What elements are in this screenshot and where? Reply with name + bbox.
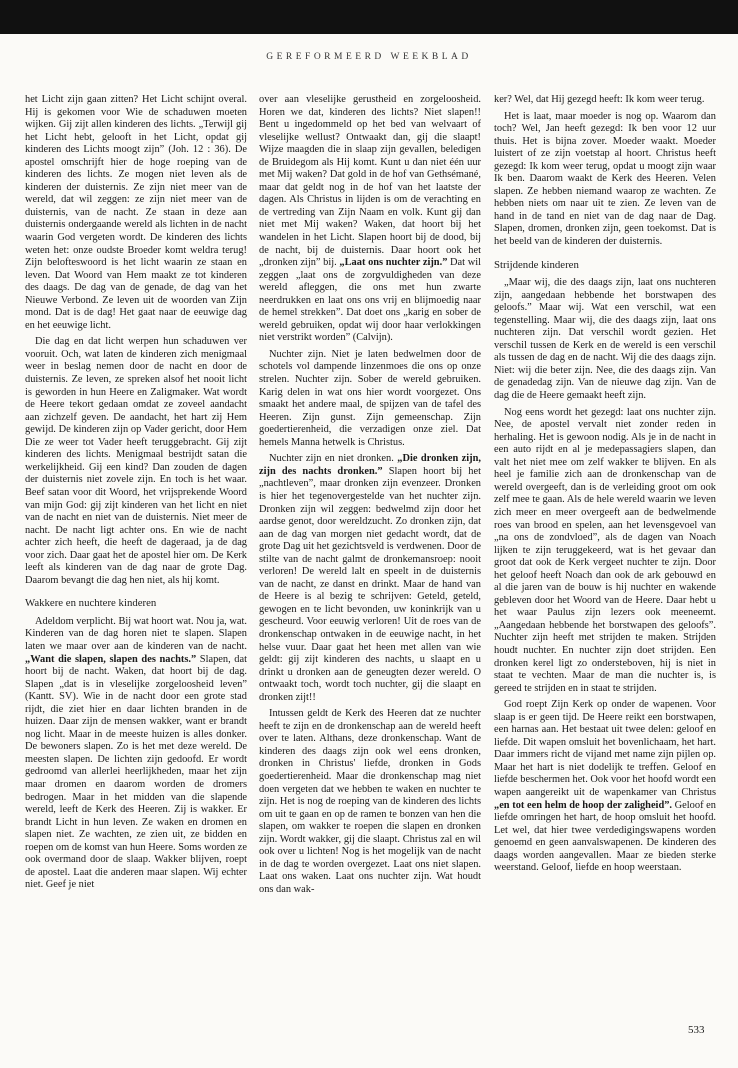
paragraph: Die dag en dat licht werpen hun schaduwen ver vooruit. Och, wat laten de kinderen zich menigmaal weer in beslag nemen door de nacht en door de duisternis. Ze leven, ze spreken alsof het nooit licht is geworden in hun Heere en Zaligmaker. Wat wordt de Heere tekort gedaan omdat ze zoveel aandacht aan zichzelf geven. De aandacht, het hart zij Hem gewijd. De kinderen zijn op Vader gericht, door Hem Die ze weer tot Vader heeft teruggebracht. Gij zijt kinderen des lichts. Menigmaal bestrijdt satan die werkelijkheid. Gij een kind? Dan zouden de dagen der duisternis niet zovele zijn. En toch is het waar. Beef satan voor dit Woord, het vrijsprekende Woord van mijn God: gij zijt kinderen van het licht en niet van de nacht en niet van de duisternis. Niet meer de nacht. De nacht ligt achter ons. En wie de nacht achter zich heeft, die heeft de dageraad, ja de dag voor zich. Daar gaat het de apostel hier om. De Kerk leeft als kinderen van de dag naar de grote Dag. Daarom bevangt die dag hen niet, als hij komt. <box>25 336 247 586</box>
paragraph: Het is laat, maar moeder is nog op. Waarom dan toch? Wel, Jan heeft gezegd: Ik ben voor 12 uur thuis. Het is bijna zover. Moeder waakt. Moeder luistert of ze zijn voetstap al hoort. Christus heeft gezegd: Ik kom weer terug, opdat u moogt zijn waar Ik ben. Daarom waakt de Kerk des Heeren. Velen slapen. Ze hebben niemand waarop ze wachten. Ze hebben niets om naar uit te zien. Ze leven van de hand in de tand en niet van de dag naar de Dag. Slapen, dromen, dronken zijn, geen toekomst. Dat is het beeld van de kinderen der duisternis. <box>494 110 716 248</box>
paragraph: God roept Zijn Kerk op onder de wapenen. Voor slaap is er geen tijd. De Heere reikt een borstwapen, een harnas aan. Het bestaat uit twee delen: geloof en liefde. Dit wapen omsluit het bovenlichaam, het hart. Daar immers richt de vijand met name zijn pijlen op. Maar het hart is niet dodelijk te treffen. Geloof en liefde beschermen het. Ook voor het hoofd wordt een wapen aangereikt uit de wapenkamer van Christus „en tot een helm de hoop der zaligheid”. Geloof en liefde omringen het hart, de hoop omsluit het hoofd. Let wel, dat hier twee verdedigingswapens worden genoemd en geen aanvalswapenen. De kinderen des daags worden aangevallen. Maar ze bieden sterke weerstand. Geloof, liefde en hoop weerstaan. <box>494 699 716 874</box>
paragraph: Nuchter zijn en niet dronken. „Die dronken zijn, zijn des nachts dronken.” Slapen hoort bij het „nachtleven”, maar dronken zijn evenzeer. Dronken is hier het tegenovergestelde van het nuchter zijn. Dronken zijn wil zeggen: bedwelmd zijn door het aardse genot, door wereldzucht. Zo dronken zijn, dat aan de dag van morgen niet gedacht wordt, dat de grote Dag uit het gezichtsveld is verdwenen. Door de stilte van de nacht galmt de dronkemansroep: nooit verloren! De wereld lalt en speelt in de duisternis van de nacht, ze danst en drinkt. Maar de hand van de Heere is al bezig te schrijven: Geteld, geteld, gewogen en te licht bevonden, uw koninkrijk van u gescheurd. Voor eeuwig verloren! Uit de roes van de dronkenschap ontwaken in de eeuwige nacht, in het helse vuur. Daar gaat het heen met allen van wie geldt: gij zijt kinderen des nachts, u slaapt en u drinkt u dronken aan de geneugten dezer wereld. O ontwaakt toch, wordt toch nuchter, gij die slaapt en dronken zijt!! <box>259 453 481 703</box>
section-heading: Strijdende kinderen <box>494 258 579 271</box>
section-heading: Wakkere en nuchtere kinderen <box>25 597 157 610</box>
top-black-bar <box>0 0 738 34</box>
page-header: GEREFORMEERD WEEKBLAD <box>266 52 472 62</box>
column-3 <box>494 94 716 1024</box>
paragraph: „Maar wij, die des daags zijn, laat ons nuchteren zijn, aangedaan hebbende het borstwapen des geloofs.” Maar wij. Wat een verschil, wat een tegenstelling. Maar wij, die des daags zijn, laat ons nuchteren zijn. Dat verschil wordt gezien. Het verschil tussen de Kerk en de wereld is een verschil als tussen de dag en de nacht. Wij die des daags zijn. Niet: wij die beter zijn. Nee, die des daags zijn. Van de genadedag zijn. Van de nieuwe dag zijn. Van de dag die de Heere gemaakt heeft zijn. <box>494 277 716 402</box>
paragraph: Adeldom verplicht. Bij wat hoort wat. Nou ja, wat. Kinderen van de dag horen niet te slapen. Slapen laten we maar over aan de kinderen van de nacht. „Want die slapen, slapen des nachts.” Slapen, dat hoort bij de nacht. Waken, dat hoort bij de dag. Slapen „dat is in vleselijke zorgeloosheid leven” (Kantt. SV). Wie in de nacht door een grote stad rijdt, die ziet hier en daar lichten branden in de huizen. Daar zijn de mensen wakker, want er brandt nog licht. Maar in de meeste huizen is alles donker. De bewoners slapen. Zo is het met deze wereld. De meesten slapen. De lichten zijn gedoofd. Er wordt gedroomd van allerlei heerlijkheden, maar het zijn maar dromen en daarom worden de dromers bedrogen. Maar in het midden van die slapende wereld, leeft de Kerk des Heeren. Zij is wakker. Er brandt Licht in hun leven. Ze waken en dromen en slapen niet. Ze wachten, ze zien uit, ze bidden en roepen om de komst van hun Heere. Soms worden ze ook overmand door de slaap. Wakker blijven, roept de apostel. Laat die anderen maar slapen. Wij echter niet. Geef je niet <box>25 615 247 891</box>
paragraph: over aan vleselijke gerustheid en zorgeloosheid. Horen we dat, kinderen des lichts? Niet slapen!! Bent u ingedommeld op het bed van welvaart of vleselijke wellust? Ontwaakt dan, gij die slaapt! Wijze maagden die in slaap zijn gevallen, beledigen de Bruidegom als Hij komt. Kunt u dan niet één uur met Mij waken? Dat gold in de hof van Gethsémané, maar dat geldt nog in de hof van het laatste der dagen. Als Christus in lijden is om de verachting en de vertreding van Zijn Naam en volk. Kunt gij dan niet met Mij waken? Waken, dat hoort bij het wandelen in het Licht. Slapen hoort bij de dood, bij de nacht, bij de duisternis. Daar hoort ook het „dronken zijn” bij. „Laat ons nuchter zijn.” Dat wil zeggen „laat ons de zorgvuldigheden van deze wereld afleggen, die ons met hun zwarte neerdrukken en laat ons ons vrij en blijmoedig naar de hemel strekken”. Dat doet ons „karig en sober de wereld gebruiken, opdat wij door haar verlokkingen niet verstrikt worden” (Calvijn). <box>259 94 481 344</box>
paragraph: Nog eens wordt het gezegd: laat ons nuchter zijn. Nee, de apostel vervalt niet zonder reden in herhaling. Het is gewoon nodig. Als je in de nacht in een auto rijdt en al je medepassagiers slapen, dan valt het niet mee om zelf wakker te blijven. En als heel je familie zich aan de dronkenschap van de wereld overgeeft, dan is de verleiding groot om ook zelf mee te gaan. Als de hele wereld waarin we leven zich meer en meer overgeeft aan de bedwelmende roes van brood en spelen, aan het levensgevoel van „na ons de zondvloed”, als de dagen van Noach lijken te zijn teruggekeerd, wat is het gevaar dan groot dat ook de Kerk vergeet nuchter te zijn. Door het geloof heeft Noach dan ook de ark gebouwd en al die jaren van de bouw is hij nuchter en wakende gebleven door het Woord van de Heere. Daar hebt u het waar Paulus zijn lezers ook meeneemt. „Aangedaan hebbende het borstwapen des geloofs”. Nuchter zijn heeft met strijden te maken. Strijden houdt nuchter. En nuchter zijn doet strijden. Een dronken kerel ligt zo ondersteboven, hij is niet in staat te vechten. Maar de man die nuchter is, is gereed te strijden en in staat te strijden. <box>494 406 716 694</box>
page-number: 533 <box>688 1024 705 1036</box>
paragraph: Nuchter zijn. Niet je laten bedwelmen door de schotels vol dampende linzenmoes die ons op onze strelen. Nuchter zijn. Sober de wereld gebruiken. Karig delen in wat ons hier wordt voorgezet. Ons smaakt het andere maal, de spijzen van de tafel des Heeren. Zijn gunst. Zijn gemeenschap. Zijn goedertierenheid, die verzadigen onze ziel. Dat hemels Manna hetwelk is Christus. <box>259 348 481 448</box>
paragraph: Intussen geldt de Kerk des Heeren dat ze nuchter heeft te zijn en de dronkenschap aan de wereld heeft over te laten. Althans, deze dronkenschap. Want de kinderen des daags zijn ook wel eens dronken, dronken in Christus' liefde, dronken in Gods goedertierenheid. Maar die dronkenschap mag niet doen vergeten dat we hebben te waken en nuchter te zijn. Het is nog de roeping van de kinderen des lichts om uit te gaan en op de ramen te bonzen van hen die slapen, om wakker te roepen die slapen en dronken zijn. Wordt wakker, gij die slaapt. Christus zal en wil ook over u lichten! Nog is het mogelijk van de nacht in de dag te worden overgezet. Laat ons niet slapen. Laat ons waken. Laat ons nuchter zijn. Wat houdt ons dan wak- <box>259 708 481 895</box>
column-2 <box>259 94 481 1024</box>
paragraph: ker? Wel, dat Hij gezegd heeft: Ik kom weer terug. <box>494 94 705 105</box>
paragraph: het Licht zijn gaan zitten? Het Licht schijnt overal. Hij is gekomen voor Wie de schaduwen moeten wijken. Gij zijt allen kinderen des lichts. „Terwijl gij het Licht hebt, gelooft in het Licht, opdat gij kinderen des Lichts moogt zijn” (Joh. 12 : 36). De apostel omschrijft hier de hoge roeping van de kinderen des lichts. Ze mogen niet leven als de kinderen der duisternis. Ze zijn niet meer van de wereld, dat wil zeggen: ze zijn niet meer van de duisternis, van de nacht. Ze staan in deze aan duisternis ondergaande wereld als lichten in de nacht waarin God vergeten wordt. De kinderen des lichts weten het: onze oudste Broeder komt weldra terug! Zijn belofteswoord is het licht waarin ze staan en leven. Dat Woord van Hem maakt ze tot kinderen des daags. De dag van de genade, de dag van het Nieuwe Verbond. Ze leven uit de woorden van Zijn mond. Dat is de dag! Het gaat naar de eeuwige dag en het eeuwige licht. <box>25 94 247 331</box>
column-1 <box>25 94 247 1024</box>
